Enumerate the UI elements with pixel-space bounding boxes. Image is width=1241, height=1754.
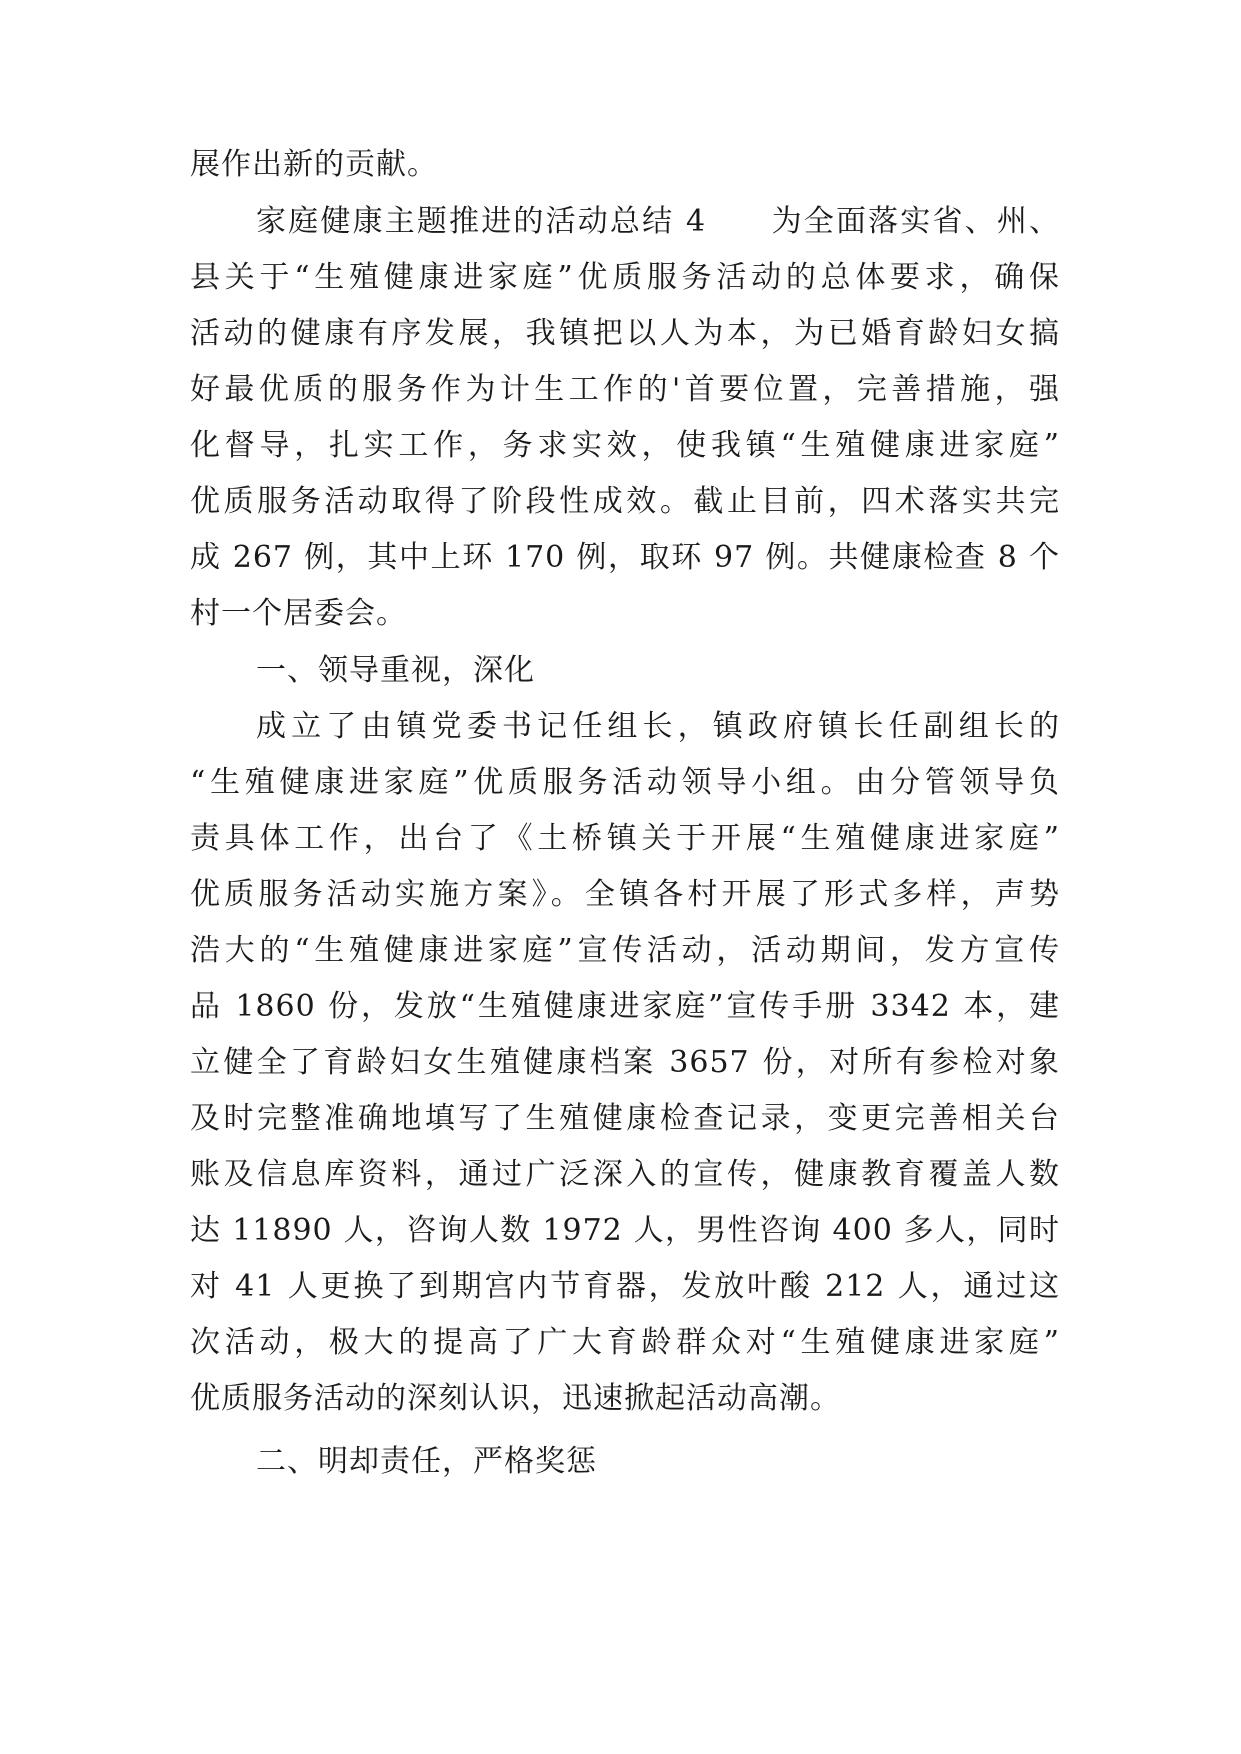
text-line: 次活动，极大的提高了广大育龄群众对“生殖健康进家庭” <box>190 1325 1060 1360</box>
text-line: 优质服务活动取得了阶段性成效。截止目前，四术落实共完 <box>190 484 1060 519</box>
text-line: 品 1860 份，发放“生殖健康进家庭”宣传手册 3342 本，建 <box>190 989 1060 1024</box>
text-line: 化督导，扎实工作，务求实效，使我镇“生殖健康进家庭” <box>190 428 1060 463</box>
text-line: 县关于“生殖健康进家庭”优质服务活动的总体要求，确保 <box>190 260 1060 295</box>
text-line: 优质服务活动实施方案》。全镇各村开展了形式多样，声势 <box>190 877 1060 912</box>
section-title-line: 家庭健康主题推进的活动总结 4 为全面落实省、州、 <box>256 204 1060 239</box>
text-line: 立健全了育龄妇女生殖健康档案 3657 份，对所有参检对象 <box>190 1045 1060 1080</box>
text-line: 达 11890 人，咨询人数 1972 人，男性咨询 400 多人，同时 <box>190 1213 1060 1248</box>
paragraph-start-line: 成立了由镇党委书记任组长，镇政府镇长任副组长的 <box>256 709 1060 744</box>
text-line: 责具体工作，出台了《土桥镇关于开展“生殖健康进家庭” <box>190 821 1060 856</box>
text-line: 活动的健康有序发展，我镇把以人为本，为已婚育龄妇女搞 <box>190 316 1060 351</box>
text-line: 村一个居委会。 <box>190 596 407 631</box>
text-line: 对 41 人更换了到期宫内节育器，发放叶酸 212 人，通过这 <box>190 1269 1060 1304</box>
text-line: 浩大的“生殖健康进家庭”宣传活动，活动期间，发方宣传 <box>190 933 1060 968</box>
text-line: 及时完整准确地填写了生殖健康检查记录，变更完善相关台 <box>190 1101 1060 1136</box>
text-line: 成 267 例，其中上环 170 例，取环 97 例。共健康检查 8 个 <box>190 540 1060 575</box>
heading-2: 二、明却责任，严格奖惩 <box>256 1444 597 1479</box>
heading-1: 一、领导重视，深化 <box>256 653 535 688</box>
text-line: 好最优质的服务作为计生工作的'首要位置，完善措施，强 <box>190 372 1060 407</box>
text-line: 优质服务活动的深刻认识，迅速掀起活动高潮。 <box>190 1381 841 1416</box>
text-line: 账及信息库资料，通过广泛深入的宣传，健康教育覆盖人数 <box>190 1157 1060 1192</box>
text-line: “生殖健康进家庭”优质服务活动领导小组。由分管领导负 <box>190 765 1060 800</box>
text-line: 展作出新的贡献。 <box>190 147 438 182</box>
